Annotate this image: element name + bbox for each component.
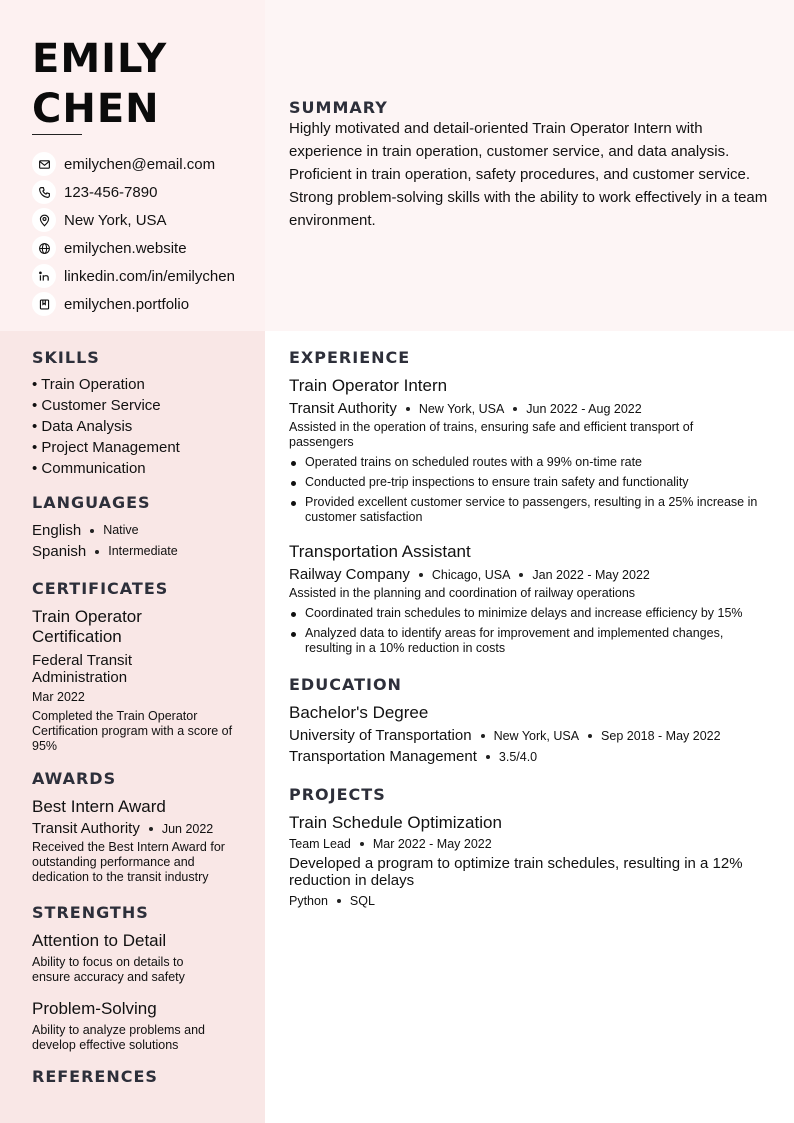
strengths-section [32, 903, 242, 1053]
certificate-title: Train Operator Certification [32, 607, 142, 646]
language-name: Spanish [32, 543, 87, 560]
candidate-name [32, 34, 167, 134]
linkedin-icon [32, 264, 56, 288]
experience-section [289, 348, 769, 656]
job-location: New York, USA [418, 402, 505, 416]
separator-dot [149, 827, 153, 831]
certificate-description: Completed the Train Operator Certification program with a score of 95% [32, 709, 233, 753]
job-dates: Jan 2022 - May 2022 [532, 568, 650, 582]
contact-text: linkedin.com/in/emilychen [64, 267, 235, 285]
education-dates: Sep 2018 - May 2022 [601, 729, 721, 743]
last-name: CHEN [32, 86, 160, 132]
name-divider [32, 134, 82, 135]
skill-item: • Project Management [32, 439, 180, 456]
project-meta [289, 834, 769, 854]
education-field-meta [289, 747, 769, 767]
language-item [32, 541, 242, 562]
contact-text: emilychen@email.com [64, 155, 216, 173]
contact-email[interactable] [32, 150, 235, 178]
award-date: Jun 2022 [161, 822, 214, 836]
education-degree: Bachelor's Degree [289, 703, 429, 722]
award-description: Received the Best Intern Award for outstanding performance and dedication to the transit industry [32, 840, 225, 884]
skills-section [32, 348, 242, 479]
separator-dot [90, 529, 94, 533]
project-role: Team Lead [289, 837, 351, 851]
contact-text: 123-456-7890 [64, 183, 158, 201]
summary-text: Highly motivated and detail-oriented Train Operator Intern with experience in train operation, customer service, and data analysis. Proficient in train operation, safety procedures, and customer service. Strong problem-solving skills with the ability to work effectively in a team environment. [289, 120, 768, 229]
award-meta [32, 819, 242, 839]
experience-heading: EXPERIENCE [289, 348, 411, 367]
job-title: Transportation Assistant [289, 542, 471, 561]
job-dates: Jun 2022 - Aug 2022 [526, 402, 642, 416]
job-company: Railway Company [289, 566, 410, 583]
separator-dot [481, 734, 485, 738]
skill-item: • Data Analysis [32, 418, 133, 435]
languages-heading: LANGUAGES [32, 493, 151, 512]
certificates-section [32, 579, 242, 754]
award-title: Best Intern Award [32, 797, 166, 816]
separator-dot [419, 573, 423, 577]
project-description: Developed a program to optimize train schedules, resulting in a 12% reduction in delays [289, 855, 743, 889]
mail-icon [32, 152, 56, 176]
job-meta [289, 399, 769, 419]
language-item [32, 520, 242, 541]
job-bullets [289, 455, 769, 525]
skills-heading: SKILLS [32, 348, 100, 367]
globe-icon [32, 236, 56, 260]
contact-portfolio[interactable] [32, 290, 235, 318]
job-description: Assisted in the planning and coordination of railway operations [289, 586, 636, 600]
project-dates: Mar 2022 - May 2022 [372, 837, 492, 851]
skill-item: • Customer Service [32, 397, 161, 414]
language-level: Native [103, 523, 139, 537]
languages-section [32, 493, 242, 562]
separator-dot [95, 550, 99, 554]
awards-section [32, 769, 242, 885]
language-level: Intermediate [108, 544, 178, 558]
project-tech [289, 891, 769, 911]
separator-dot [360, 842, 364, 846]
project-tech-item: Python [289, 894, 328, 908]
separator-dot [513, 407, 517, 411]
job-description: Assisted in the operation of trains, ensuring safe and efficient transport of passengers [289, 420, 694, 449]
contact-location [32, 206, 235, 234]
skill-item: • Train Operation [32, 376, 145, 393]
job-entry [289, 542, 769, 656]
job-bullet: Provided excellent customer service to passengers, resulting in a 25% increase in customer satisfaction [289, 495, 769, 525]
phone-icon [32, 180, 56, 204]
education-heading: EDUCATION [289, 675, 402, 694]
project-title: Train Schedule Optimization [289, 813, 502, 832]
contact-text: New York, USA [64, 211, 167, 229]
job-meta [289, 565, 769, 585]
references-section [32, 1067, 242, 1086]
job-bullet: Coordinated train schedules to minimize delays and increase efficiency by 15% [289, 606, 769, 621]
separator-dot [486, 755, 490, 759]
job-title: Train Operator Intern [289, 376, 448, 395]
summary-heading: SUMMARY [289, 98, 388, 117]
separator-dot [519, 573, 523, 577]
education-location: New York, USA [493, 729, 580, 743]
job-entry [289, 376, 769, 525]
language-name: English [32, 522, 82, 539]
contact-text: emilychen.website [64, 239, 187, 257]
project-tech-item: SQL [349, 894, 375, 908]
projects-heading: PROJECTS [289, 785, 386, 804]
job-bullet: Operated trains on scheduled routes with a 99% on-time rate [289, 455, 769, 470]
contact-website[interactable] [32, 234, 235, 262]
separator-dot [406, 407, 410, 411]
job-bullet: Conducted pre-trip inspections to ensure train safety and functionality [289, 475, 769, 490]
job-bullet: Analyzed data to identify areas for improvement and implemented changes, resulting in a 10% reduction in costs [289, 626, 769, 656]
separator-dot [588, 734, 592, 738]
education-school: University of Transportation [289, 727, 472, 744]
contact-list [32, 150, 235, 318]
contact-phone[interactable] [32, 178, 235, 206]
certificate-date: Mar 2022 [32, 690, 85, 704]
education-meta [289, 726, 769, 746]
projects-section [289, 785, 769, 911]
awards-heading: AWARDS [32, 769, 117, 788]
bookmark-icon [32, 292, 56, 316]
first-name: EMILY [32, 36, 168, 82]
job-location: Chicago, USA [431, 568, 511, 582]
skill-item: • Communication [32, 460, 146, 477]
award-org: Transit Authority [32, 820, 140, 837]
strength-title: Problem-Solving [32, 999, 157, 1018]
location-pin-icon [32, 208, 56, 232]
references-heading: REFERENCES [32, 1067, 158, 1086]
strength-description: Ability to focus on details to ensure accuracy and safety [32, 955, 185, 984]
job-company: Transit Authority [289, 400, 397, 417]
education-field: Transportation Management [289, 748, 477, 765]
separator-dot [337, 899, 341, 903]
strength-title: Attention to Detail [32, 931, 167, 950]
education-gpa: 3.5/4.0 [498, 750, 538, 764]
contact-text: emilychen.portfolio [64, 295, 190, 313]
certificate-issuer: Federal Transit Administration [32, 652, 133, 686]
contact-linkedin[interactable] [32, 262, 235, 290]
certificates-heading: CERTIFICATES [32, 579, 169, 598]
strengths-heading: STRENGTHS [32, 903, 149, 922]
job-bullets [289, 606, 769, 656]
education-section [289, 675, 769, 767]
strength-description: Ability to analyze problems and develop effective solutions [32, 1023, 206, 1052]
